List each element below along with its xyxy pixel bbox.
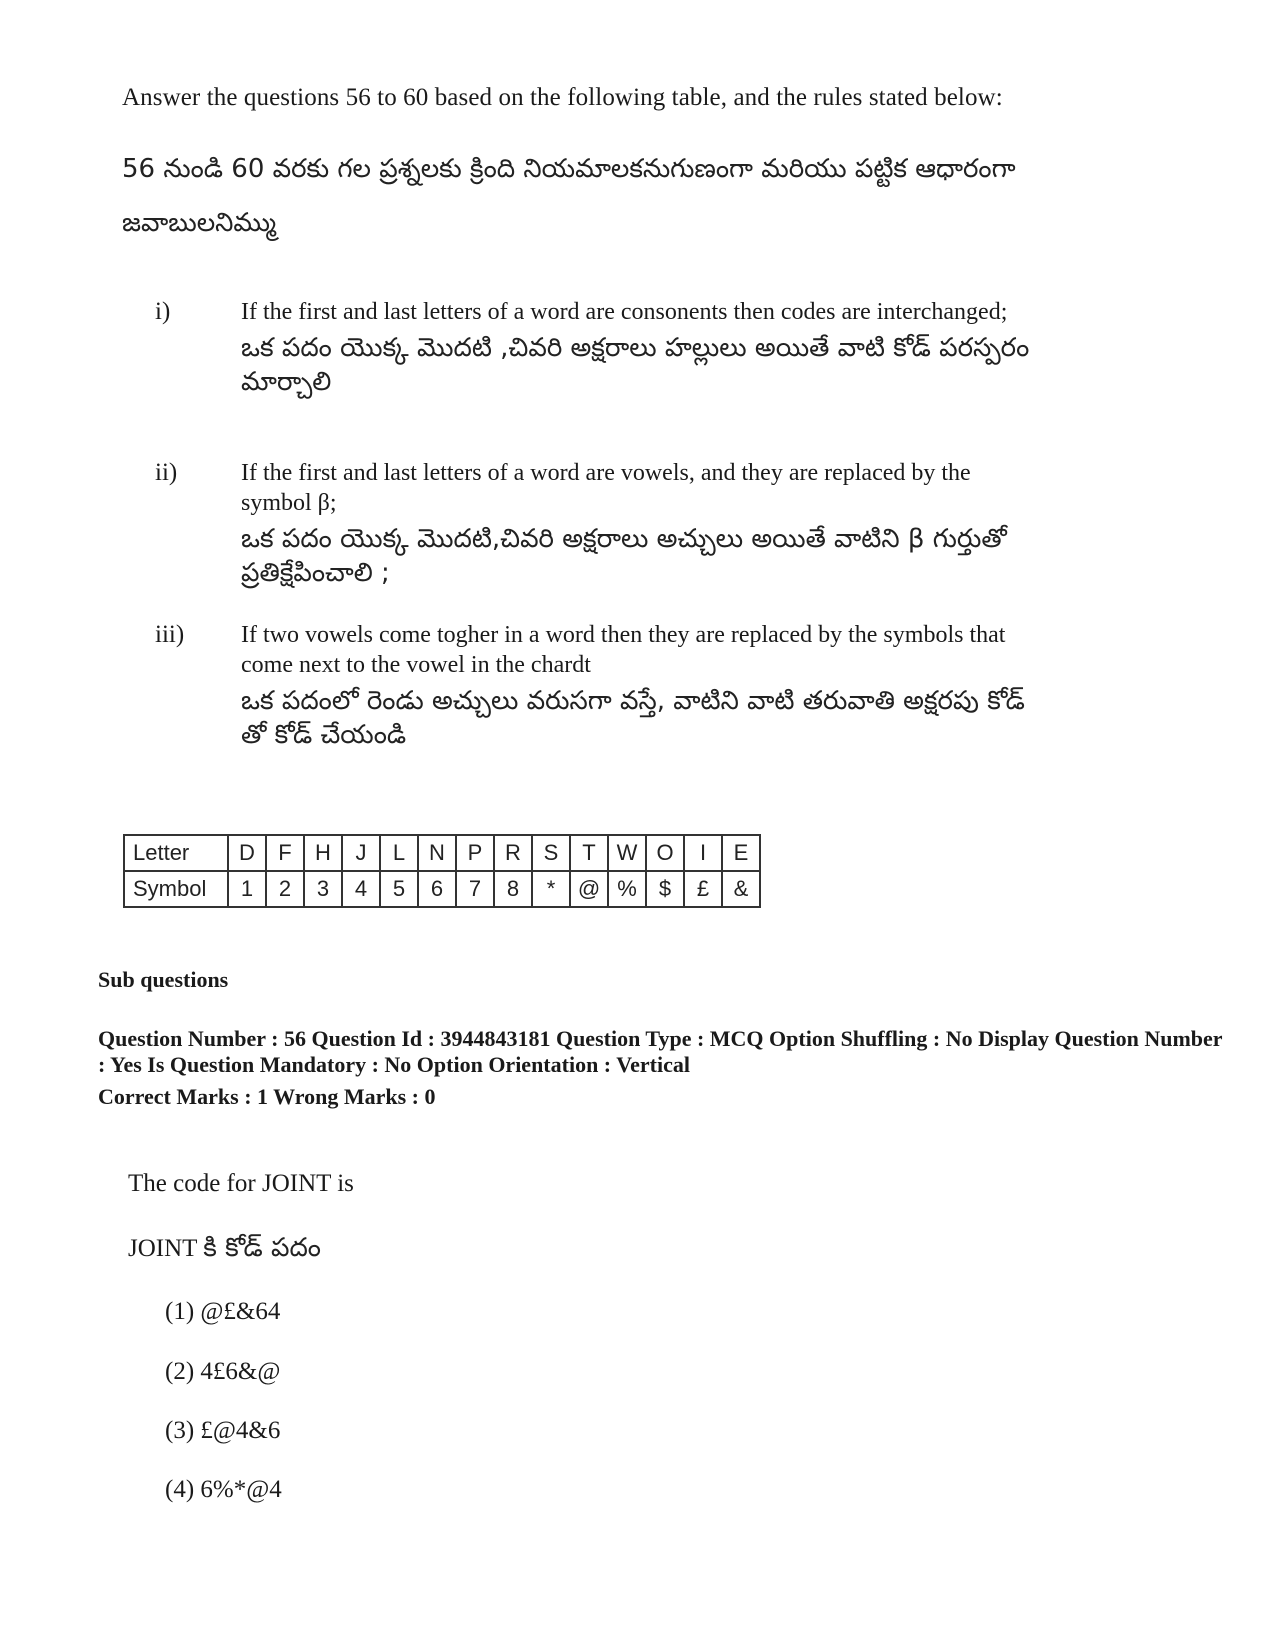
option-text: £@4&6 [200,1417,281,1444]
rule-telugu: ఒక పదంలో రెండు అచ్చులు వరుసగా వస్తే, వాటిని వాటి తరువాతి అక్షరపు కోడ్ తో కోడ్ చేయండి [241,686,1025,750]
option-1[interactable] [165,1296,280,1328]
letter-cell: S [532,835,570,871]
letter-cell: T [570,835,608,871]
rule-number: i) [155,298,171,325]
letter-cell: E [722,835,760,871]
question-telugu-word: JOINT [128,1235,197,1262]
letter-cell: F [266,835,304,871]
symbol-cell: % [608,871,646,907]
symbol-cell: $ [646,871,684,907]
letter-cell: J [342,835,380,871]
rule-english: If the first and last letters of a word are consonents then codes are interchanged; [241,299,1008,325]
letter-symbol-table [123,834,761,908]
row-label: Symbol [124,871,228,907]
rule-english: If two vowels come togher in a word then they are replaced by the symbols that come next to the vowel in the chardt [241,622,1006,678]
question-telugu-text: కి కోడ్ పదం [203,1233,321,1263]
option-text: 4£6&@ [200,1358,281,1385]
symbol-cell: 4 [342,871,380,907]
rule-number: iii) [155,621,185,648]
letter-cell: O [646,835,684,871]
symbol-cell: @ [570,871,608,907]
symbol-cell: 5 [380,871,418,907]
option-label: (2) [165,1358,195,1385]
symbol-cell: 3 [304,871,342,907]
symbol-row [124,871,760,907]
question-marks: Correct Marks : 1 Wrong Marks : 0 [98,1084,436,1109]
symbol-cell: 6 [418,871,456,907]
letter-row [124,835,760,871]
option-label: (1) [165,1298,195,1325]
option-2[interactable] [165,1356,280,1388]
rule-english: If the first and last letters of a word are vowels, and they are replaced by the symbol β; [241,460,971,516]
option-4[interactable] [165,1474,282,1506]
symbol-cell: 7 [456,871,494,907]
symbol-cell: * [532,871,570,907]
option-3[interactable] [165,1415,280,1447]
letter-cell: L [380,835,418,871]
question-meta: Question Number : 56 Question Id : 3944843181 Question Type : MCQ Option Shuffling : No Display Question Number : Yes Is Question Mandatory : No Option Orientation : Vertical [98,1026,1223,1077]
letter-cell: N [418,835,456,871]
option-label: (4) [165,1476,195,1503]
intro-telugu: 56 నుండి 60 వరకు గల ప్రశ్నలకు క్రింది నియమాలకనుగుణంగా మరియు పట్టిక ఆధారంగా జవాబులనిమ్ము [122,154,1016,238]
rule-telugu: ఒక పదం యొక్క మొదటి,చివరి అక్షరాలు అచ్చులు అయితే వాటిని β గుర్తుతో ప్రతిక్షేపించాలి ; [241,524,1007,588]
symbol-cell: 1 [228,871,266,907]
letter-cell: P [456,835,494,871]
row-label: Letter [124,835,228,871]
letter-cell: R [494,835,532,871]
option-text: @£&64 [200,1298,281,1325]
option-label: (3) [165,1417,195,1444]
option-text: 6%*@4 [200,1476,282,1503]
letter-cell: I [684,835,722,871]
letter-cell: W [608,835,646,871]
letter-cell: D [228,835,266,871]
symbol-cell: £ [684,871,722,907]
rule-number: ii) [155,459,178,486]
symbol-cell: & [722,871,760,907]
intro-english: Answer the questions 56 to 60 based on the following table, and the rules stated below: [122,84,1003,111]
rule-telugu: ఒక పదం యొక్క మొదటి ,చివరి అక్షరాలు హల్లులు అయితే వాటి కోడ్ పరస్పరం మార్చాలి [241,333,1030,397]
letter-cell: H [304,835,342,871]
question-english: The code for JOINT is [128,1170,354,1197]
sub-questions-heading: Sub questions [98,967,229,992]
symbol-cell: 8 [494,871,532,907]
symbol-cell: 2 [266,871,304,907]
question-telugu [128,1231,321,1266]
